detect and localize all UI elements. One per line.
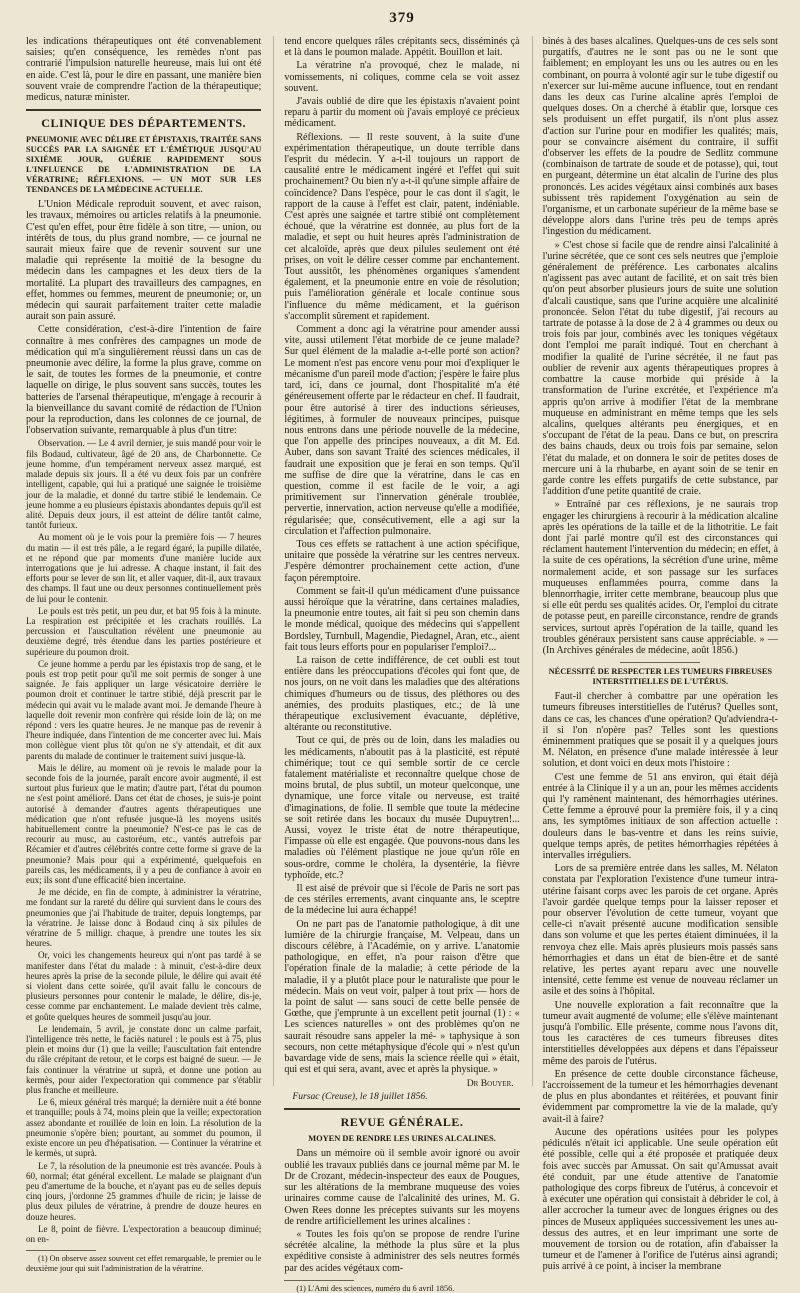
paragraph: Tous ces effets se rattachent à une action spécifique, unitaire que possède la vératrine sur les centres nerveux. J'espère démontrer prochainement cette action, d'une façon péremptoire. [284, 538, 520, 584]
paragraph: Dans un mémoire où il semble avoir ignoré ou avoir oublié les travaux publiés dans ce journal même par M. le Dr de Crozant, médecin-inspecteur des eaux de Pougues, sur les altérations de la membrane muqueuse des voies urinaires comme cause de l'alcalinité des urines, M. G. Owen Rees donne les préceptes suivants sur les moyens de rendre artificiellement les urines alcalines : [284, 1148, 520, 1227]
paragraph: L'Union Médicale reproduit souvent, et avec raison, les travaux, mémoires ou articles relatifs à la pneumonie. C'est qu'en effet, pour être fidèle à son titre, — union, ou intérêts de tous, du plus grand nombre, — ce journal ne saurait mieux faire que de revenir souvent sur une maladie qui représente la moitié de la besogne du médecin dans les campagnes et les deux tiers de la mortalité. La plupart des travailleurs des campagnes, en effet, hommes ou femmes, meurent de pneumonie; or, un médecin qui saurait parfaitement traiter cette maladie aurait son pain assuré. [26, 199, 262, 323]
footnote-divider [26, 1250, 96, 1251]
section-divider [620, 662, 700, 663]
page-number: 379 [389, 10, 415, 26]
article-subhead: MOYEN DE RENDRE LES URINES ALCALINES. [308, 1134, 496, 1144]
dateline: Fursac (Creuse), le 18 juillet 1856. [292, 1091, 428, 1103]
paragraph: Or, voici les changements heureux qui n'ont pas tardé à se manifester dans l'état du malade : à minuit, c'est-à-dire deux heures après la prise de la seconde pilule, le délire qui avait été si violent dans cette soirée, qu'il avait fallu le concours de plusieurs personnes pour contenir le malade, le délire, dis-je, cesse comme par enchantement. Le malade devient très calme, et goûte quelques heures de sommeil jusqu'au jour. [26, 950, 262, 1022]
paragraph: Il est aisé de prévoir que si l'école de Paris ne sort pas de ces stériles errements, avant cinquante ans, le sceptre de la médecine lui aura échappé! [284, 883, 520, 917]
column-1 [26, 36, 262, 1273]
paragraph: On ne part pas de l'anatomie pathologique, à dit une lumière de la chirurgie française, M. Velpeau, dans un discours célèbre, à l'Académie, on y arrive. L'anatomie pathologique, en effet, n'a pour raison d'être que l'opération finale de la maladie; à cette période de la maladie, il y a plutôt place pour le naturaliste que pour le médecin. Mais on veut voir, palper à tout prix — hors de la point de salut — sans souci de cette belle pensée de Gœthe, que j'emprunte à un excellent petit journal (1) : « Les sciences naturelles » ont des problèmes qu'on ne saurait résoudre sans appeler la mé- » taphysique à son secours, non cette métaphysique d'école qui » n'est qu'un bavardage vide de sens, mais la science réelle qui » était, qui est et qui sera, avant, avec et après la physique. » [284, 918, 520, 1076]
paragraph: Observation. — Le 4 avril dernier, je suis mandé pour voir le fils Bodaud, cultivateur, âgé de 20 ans, de Charbonnette. Ce jeune homme, d'un tempérament nerveux assez marqué, est malade depuis six jours. Il a été vu deux fois par un confrère intelligent, capable, qui lui a pratiqué une saignée le troisième jour de la maladie, et donné du tartre stibié le lendemain. Ce jeune homme a eu plusieurs épistaxis abondantes depuis qu'il est alité. Depuis deux jours, il est atteint de délire tantôt calme, tantôt furieux. [26, 438, 262, 531]
section-title: CLINIQUE DES DÉPARTEMENTS. [26, 109, 261, 131]
paragraph: Le 8, point de fièvre. L'expectoration a beaucoup diminué; on en- [26, 1223, 262, 1244]
paragraph: Le 7, la résolution de la pneumonie est très avancée. Pouls à 60, normal; état général excellent. Le malade se plaignant d'un peu d'amertume de la bouche, et n'ayant pas eu de selles depuis cinq jours, j'ordonne 25 grammes d'huile de ricin; je laisse de plus deux pilules de vératrine, à prendre de douze heures en douze heures. [26, 1160, 262, 1222]
footnote-divider [284, 1280, 354, 1281]
paragraph: C'est une femme de 51 ans environ, qui était déjà entrée à la Clinique il y a un an, pour les mêmes accidents qui l'y ramènent maintenant, des hémorrhagies utérines. Cette femme a éprouvé pour la première fois, il y a cinq ans, les symptômes initiaux de son affection actuelle : douleurs dans le bas-ventre et dans les reins suivie, quelque temps après, de petites hémorrhagies répétées à intervalles irréguliers. [542, 771, 778, 862]
paragraph: Le lendemain, 5 avril, je constate donc un calme parfait, l'intelligence très nette, le faciès naturel : le pouls est à 75, plus plein et moins dur (1) que la veille; l'auscultation fait entendre du râle crépitant de retour, et le corps est baigné de sueur. — Je fais continuer la vératrine ut suprà, et donne une potion au kermès, pour aider l'expectoration qui commence par s'établir plus franche et meilleure. [26, 1023, 262, 1096]
article-subhead: NÉCESSITÉ DE RESPECTER LES TUMEURS FIBREUSES INTERSTITIELLES DE L'UTÉRUS. [548, 667, 773, 687]
paragraph: Réflexions. — Il reste souvent, à la suite d'une expérimentation thérapeutique, un doute terrible dans l'esprit du médecin. Y a-t-il toujours un rapport de causalité entre le médicament ingéré et l'effet qui suit prochainement? Ou bien n'y a-t-il qu'une simple affaire de coïncidence? Dans l'espèce, pour le cas dont il s'agit, le rapport de la cause à l'effet est clair, patent, indéniable. C'est après une saignée et tartre stibié ont complètement échoué, que la vératrine est donnée, au plus fort de la maladie, et sept ou huit heures après l'administration de cet alcaloïde, après que deux pilules seulement ont été prises, on voit le délire cesser comme par enchantement. Tout aussitôt, les phénomènes organiques s'amendent également, et la pneumonie entre en voie de résolution; puis l'amélioration générale et locale continue sous l'influence du même médicament, et la guérison s'accomplit sûrement et rapidement. [284, 131, 520, 322]
paragraph: Cette considération, c'est-à-dire l'intention de faire connaître à mes confrères des campagnes un mode de médication qui m'a singulièrement réussi dans un cas de pneumonie avec délire, la forme la plus grave, comme on le sait, de toutes les formes de la pneumonie, et contre laquelle on dirige, le plus souvent sans succès, toutes les batteries de l'arsenal thérapeutique, m'engage à recourir à la bienveillance du savant comité de rédaction de l'Union pour la reproduction, dans les colonnes de ce journal, de l'observation suivante, remarquable à plus d'un titre: [26, 324, 262, 437]
paragraph: binés à des bases alcalines. Quelques-uns de ces sels sont purgatifs, d'autres ne le sont pas ou ne le sont que faiblement; en employant les uns ou les autres ou en les combinant, on pourra à volonté agir sur le tube digestif ou n'exercer sur lui-même aucune influence, tout en rendant dans les deux cas l'urine alcaline après l'emploi de quelques doses. On a cherché à établir que, lorsque ces sels produisent un effet purgatif, ils n'ont plus assez d'action sur l'urine pour en modifier les qualités; mais, pour se convaincre aisément du contraire, il suffit d'observer les effets de la poudre de Sedlitz commune (combinaison de tartrate de soude et de potasse), qui, tout en purgeant, détermine un état alcalin de l'urine des plus prononcés. Les acides végétaux ainsi combinés aux bases subissent très rapidement l'oxygénation au sein de l'organisme, et un carbonate supérieur de la même base se développe alors dans l'urine très peu de temps après l'ingestion du médicament. [542, 36, 778, 238]
paragraph: Lors de sa première entrée dans les salles, M. Nélaton constata par l'exploration l'existence d'une tumeur intra-utérine faisant corps avec les parois de cet organe. Après l'avoir gardée quelque temps pour la laisser reposer et pour observer l'évolution de cette tumeur, voyant que celle-ci n'avait présenté aucune modification sensible dans son volume et que les pertes étaient diminuées, il la renvoya chez elle. Mais après plusieurs mois passés sans hémorrhagies et dans un état de bien-être et de santé relative, les pertes ayant reparu avec une nouvelle intensité, cette femme est venue de nouveau réclamer un asile et des soins à l'hôpital. [542, 863, 778, 998]
paragraph: Aucune des opérations usitées pour les polypes pédiculés n'était ici applicable. Une seule opération eût été possible, celle qui a été proposée et pratiquée deux fois avec succès par Amussat. On sait qu'Amussat avait été conduit, par une étude attentive de l'anatomie pathologique des corps fibreux de l'utérus, à concevoir et à exécuter une opération qui consistait à débrider le col, à aller accrocher la tumeur avec de longues érignes ou des pinces de Museux appliquées successivement les unes au-dessus des autres, et en leur imprimant une sorte de mouvement de torsion ou de rotation, afin d'abaisser la tumeur et de l'amener à l'orifice de l'utérus ainsi agrandi; puis arrivé à ce point, à inciser la membrane [542, 1126, 778, 1273]
paragraph: Ce jeune homme a perdu par les épistaxis trop de sang, et le pouls est trop petit pour qu'il me soit permis de songer à une saignée. Je fais appliquer un large vésicatoire derrière le poumon droit et continuer le tartre stibié, déjà prescrit par le médecin qui avait vu le malade avant moi. Je demande l'heure à laquelle doit revenir mon confrère qui réside loin de là; on me répond : vers les quatre heures. Je ne manque pas de revenir à l'heure indiquée, dans l'intention de me concerter avec lui. Mais mon collègue vient plus tôt qu'on ne s'y attendait, et dit aux parents du malade de continuer le traitement suivi jusque-là. [26, 658, 262, 761]
paragraph: Comment a donc agi la vératrine pour amender aussi vite, aussi utilement l'état morbide de ce jeune malade? Sur quel élément de la maladie a-t-elle porté son action? Le moment n'est pas encore venu pour moi d'expliquer le mécanisme d'un pareil mode d'action; j'espère le faire plus tard, ici, dans ce journal, dont l'hospitalité m'a été généreusement offerte par le rédacteur en chef. Il faudrait, pour être autorisé à tirer des inductions sérieuses, légitimes, à formuler de nouveaux principes, puisque nous entrons dans une période nouvelle de la médecine, que l'on appelle des principes nouveaux, a dit M. Ed. Auber, dans son savant Traité des sciences médicales, il faudrait une exposition que je ferai en son temps. Qu'il me suffise de dire que la vératrine, dans le cas en question, comme il est facile de le voir, a agi primitivement sur l'innervation générale troublée, pervertie, innervation, action nerveuse qu'elle a modifiée, régularisée; que, consécutivement, elle a agi sur la circulation et l'affection pulmonaire. [284, 324, 520, 537]
column-2 [273, 36, 520, 1293]
paragraph: tend encore quelques râles crépitants secs, disséminés çà et là dans le poumon malade. Appétit. Bouillon et lait. [284, 36, 520, 59]
paragraph: Je me décide, en fin de compte, à administrer la vératrine, me fondant sur la rareté du délire qui survient dans le cours des pneumonies que j'ai l'habitude de traiter, depuis longtemps, par la vératrine. Je laisse donc à Bodaud cinq à six pilules de vératrine de 5 milligr. chaque, à prendre une toutes les six heures. [26, 887, 262, 949]
footnote: (1) On observe assez souvent cet effet remarquable, le premier ou le deuxième jour qui suit l'administration de la vératrine. [26, 1254, 262, 1273]
section-title: REVUE GÉNÉRALE. [284, 1108, 519, 1130]
paragraph: La vératrine n'a provoqué, chez le malade, ni vomissements, ni coliques, comme cela se voit assez souvent. [284, 60, 520, 94]
paragraph: Le 6, mieux général très marqué; la dernière nuit a été bonne et tranquille; pouls à 74, moins plein que la veille; expectoration assez abondante et rouillée de loin en loin. La résolution de la pneumonie s'opère bien; pourtant, au sommet du poumon, il existe encore un peu d'hépatisation. — Continuer la vératrine et le kermès, ut suprà. [26, 1097, 262, 1159]
paragraph: » C'est chose si facile que de rendre ainsi l'alcalinité à l'urine sécrétée, que ce sont ces sels neutres que j'emploie généralement de préférence. Les carbonates alcalins n'agissent pas avec autant de facilité, et on sait très bien qu'on peut absorber plusieurs jours de suite une solution d'alcali caustique, sans que l'urine acquière une alcalinité prononcée. Selon l'état du tube digestif, j'ai recours au tartrate de potasse à la dose de 2 à 4 grammes ou deux ou trois fois par jour, combinés avec les toniques végétaux dont l'emploi me paraît indiqué. Tout en cherchant à modifier la qualité de l'urine sécrétée, il ne faut pas oublier de revenir aux agents thérapeutiques propres à combattre la cause morbide qui préside à la transformation de l'urine excrétée, et l'expérience m'a appris qu'on arrive à modifier l'état de la membrane muqueuse en administrant en même temps que les sels alcalins, quelques altérants peu énergiques, et en s'occupant de l'état de la peau. Dans ce but, on prescrira des bains chauds, deux ou trois fois par semaine, selon l'état du malade, et on donnera le soir de petites doses de mercure uni à la rhubarbe, en ayant soin de se tenir en garde contre les effets purgatifs de cette substance, par l'addition d'une petite quantité de craie. [542, 239, 778, 498]
paragraph: Comment se fait-il qu'un médicament d'une puissance aussi héroïque que la vératrine, dans certaines maladies, la pneumonie entre toutes, ait fait si peu son chemin dans le monde médical, quoique des médecins qui s'appellent Bordsley, Turnbull, Magendie, Piedagnel, Aran, etc., aient fait tous leurs efforts pour en populariser l'emploi?... [284, 585, 520, 653]
paragraph: Une nouvelle exploration a fait reconnaître que la tumeur avait augmenté de volume; elle s'élève maintenant jusqu'à l'ombilic. Elle présente, comme nous l'avons dit, tous les caractères de ces tumeurs fibreuses dites interstitielles développées aux dépens et dans l'épaisseur même des parois de l'utérus. [542, 999, 778, 1067]
paragraph: les indications thérapeutiques ont été convenablement saisies; qu'en conséquence, les remèdes n'ont pas contrarié l'impulsion naturelle heureuse, mais lui ont été en aide. C'est là, pour le dire en passant, une manière bien souvent vraie de comprendre l'action de la thérapeutique; medicus, naturæ minister. [26, 36, 262, 104]
footnote: (1) L'Ami des sciences, numéro du 6 avril 1856. [296, 1283, 455, 1293]
column-3 [532, 36, 778, 1273]
paragraph: Au moment où je le vois pour la première fois — 7 heures du matin — il est très pâle, a le regard égaré, la pupille dilatée, et ne répond que par moments d'une manière lucide aux interrogations que je lui adresse. A chaque instant, il fait des efforts pour se lever de son lit, et aller vaquer, dit-il, aux travaux des champs. Il faut une ou deux personnes continuellement près de lui pour le contenir. [26, 532, 262, 604]
article-subhead: PNEUMONIE AVEC DÉLIRE ET ÉPISTAXIS, TRAITÉE SANS SUCCÈS PAR LA SAIGNÉE ET L'ÉMÉTIQUE JUSQU'AU SIXIÈME JOUR, GUÉRIE RAPIDEMENT SOUS L'INFLUENCE DE L'ADMINISTRATION DE LA VÉRATRINE; RÉFLEXIONS. — UN MOT SUR LES TENDANCES DE LA MÉDECINE ACTUELLE. [26, 135, 262, 195]
author-signature: Dr Bouyer. [466, 1078, 514, 1090]
columns [26, 36, 778, 1293]
paragraph: Faut-il chercher à combattre par une opération les tumeurs fibreuses interstitielles de l'utérus? Quelles sont, dans ce cas, les chances d'une opération? Qu'adviendra-t-il si l'on n'opère pas? Telles sont les questions éminemment pratiques que se posait il y a quelques jours M. Nélaton, en présence d'une malade intéressée à leur solution, et dont voici en deux mots l'histoire : [542, 691, 778, 770]
paragraph: Le pouls est très petit, un peu dur, et bat 95 fois à la minute. La respiration est précipitée et les crachats rouillés. La percussion et l'auscultation révèlent une pneumonie au deuxième degré, très étendue dans les parties postérieure et supérieure du poumon droit. [26, 605, 262, 657]
paragraph: « Toutes les fois qu'on se propose de rendre l'urine sécrétée alcaline, la méthode la plus sûre et la plus expéditive consiste à administrer des sels neutres formés par des acides végétaux com- [284, 1228, 520, 1274]
paragraph: La raison de cette indifférence, de cet oubli est tout entière dans les préoccupations d'écoles qui font que, de nos jours, on ne voit dans les maladies que des altérations chimiques d'humeurs ou de tissus, des pléthores ou des anémies, des produits plastiques, etc.; de là une thérapeutique exclusivement évacuante, déplétive, altérante ou reconstitutive. [284, 654, 520, 734]
paragraph: Mais le délire, au moment où je revois le malade pour la seconde fois de la journée, paraît encore avoir augmenté, il est surtout plus furieux que le matin; d'autre part, l'état du poumon ne s'est point amélioré. Dans cet état de choses, je suis-je point autorisé à demander d'autres agents thérapeutiques une médication que n'ont refusée jusque-là les moyens usités habituellement contre la pneumonie? N'est-ce pas le cas de recourir au musc, au castoréum, etc., vantés autrefois par Récamier et d'autres célébrités contre cette forme si grave de la pneumonie? Mais pour qui a expérimenté, quelquefois en pareils cas, les médicaments, il y a peu de confiance à avoir en eux; ils sont d'une efficacité bien incertaine. [26, 762, 262, 886]
paragraph: J'avais oublié de dire que les épistaxis n'avaient point reparu à partir du moment où j'avais employé ce précieux médicament. [284, 96, 520, 130]
paragraph: » Entraîné par ces réflexions, je ne saurais trop engager les chirurgiens à recourir à la médication alcaline après les opérations de la taille et de la lithotritie. Le fait dont j'ai parlé montre qu'il est des circonstances qui réclament hautement l'intervention du médecin; en effet, à la suite de ces opérations, la sécrétion d'une urine, même normalement acide, et son passage sur les surfaces muqueuses enflammées pourra, comme dans la blennorrhagie, irriter cette membrane, beaucoup plus que si elle eût perdu ses qualités acides. Or, l'emploi du citrate de potasse peut, en pareille circonstance, rendre de grands services, surtout après l'opération de la taille, quand les troubles généraux persistent sans cause appréciable. » — (In Archives générales de médecine, août 1856.) [542, 499, 778, 656]
paragraph: En présence de cette double circonstance fâcheuse, l'accroissement de la tumeur et les hémorrhagies devenant de plus en plus abondantes et réitérées, et pouvant finir évidemment par compromettre la vie de la malade, qu'y avait-il à faire? [542, 1068, 778, 1125]
paragraph: Tout ce qui, de près ou de loin, dans les maladies ou les médicaments, n'aboutit pas à la plasticité, est réputé chimérique; tout ce qui semble sortir de ce cercle fatalement matérialiste et reconnaître quelque chose de moins brutal, de plus subtil, un moteur quelconque, une dynamique, une force vitale ou nerveuse, est traité d'imaginations, de folie. Il semble que toute la médecine se soit retirée dans les bocaux du musée Dupuytren!... Aussi, voyez le triste état de notre thérapeutique, l'impasse où elle est engagée. Que pouvons-nous dans les maladies où l'élément plastique ne joue qu'un rôle en sous-ordre, comme le choléra, la dysentérie, la fièvre typhoïde, etc.? [284, 735, 520, 881]
